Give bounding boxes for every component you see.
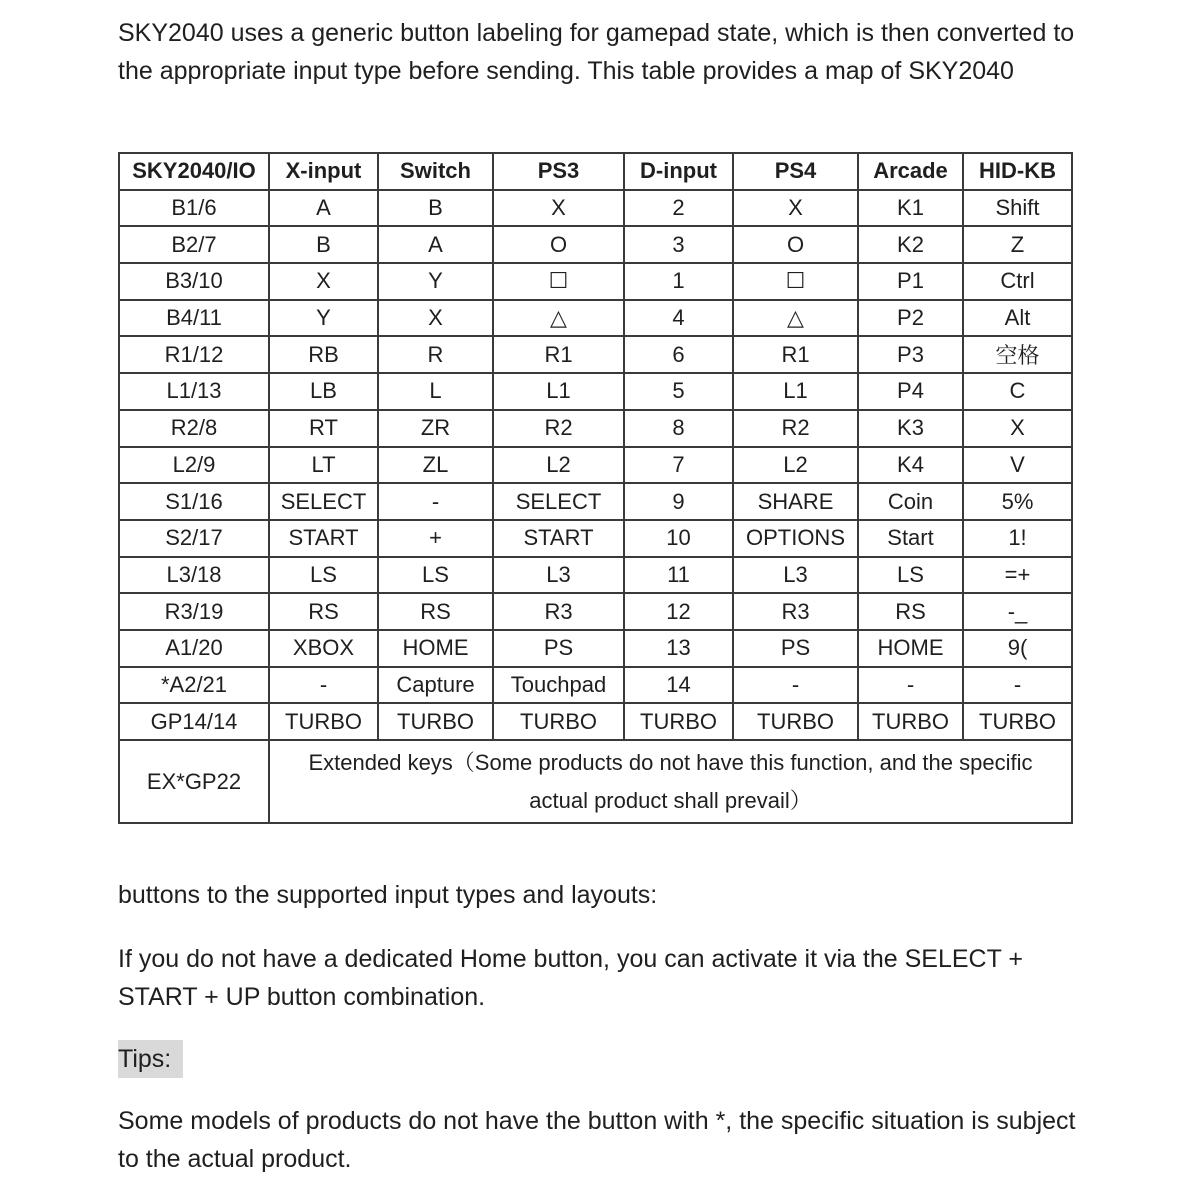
table-cell: R1 bbox=[733, 336, 858, 373]
table-cell: Start bbox=[858, 520, 963, 557]
table-cell: OPTIONS bbox=[733, 520, 858, 557]
column-header: Arcade bbox=[858, 153, 963, 190]
table-cell: LS bbox=[858, 557, 963, 594]
column-header: D-input bbox=[624, 153, 733, 190]
table-cell: V bbox=[963, 447, 1072, 484]
table-cell: RT bbox=[269, 410, 378, 447]
table-row bbox=[119, 336, 1072, 373]
table-cell: TURBO bbox=[963, 703, 1072, 740]
table-cell: 3 bbox=[624, 226, 733, 263]
table-cell: - bbox=[963, 667, 1072, 704]
table-cell: Ctrl bbox=[963, 263, 1072, 300]
table-row bbox=[119, 263, 1072, 300]
table-cell: LS bbox=[269, 557, 378, 594]
tips-label: Tips: bbox=[118, 1040, 183, 1078]
table-cell: START bbox=[269, 520, 378, 557]
table-cell: 9( bbox=[963, 630, 1072, 667]
table-cell: XBOX bbox=[269, 630, 378, 667]
table-cell: START bbox=[493, 520, 624, 557]
table-body bbox=[119, 190, 1072, 823]
table-row bbox=[119, 190, 1072, 227]
table-row bbox=[119, 300, 1072, 337]
table-row bbox=[119, 447, 1072, 484]
table-cell: A1/20 bbox=[119, 630, 269, 667]
table-cell: R3 bbox=[733, 593, 858, 630]
table-cell: P4 bbox=[858, 373, 963, 410]
table-cell: 8 bbox=[624, 410, 733, 447]
table-cell: SHARE bbox=[733, 483, 858, 520]
table-row bbox=[119, 226, 1072, 263]
table-cell: R bbox=[378, 336, 493, 373]
table-cell: RS bbox=[269, 593, 378, 630]
table-cell: Z bbox=[963, 226, 1072, 263]
table-cell: L3 bbox=[493, 557, 624, 594]
table-cell: PS bbox=[493, 630, 624, 667]
table-cell: TURBO bbox=[378, 703, 493, 740]
table-cell: S2/17 bbox=[119, 520, 269, 557]
table-cell: RS bbox=[378, 593, 493, 630]
table-cell: TURBO bbox=[493, 703, 624, 740]
table-cell: A bbox=[269, 190, 378, 227]
column-header: HID-KB bbox=[963, 153, 1072, 190]
table-cell: B4/11 bbox=[119, 300, 269, 337]
table-cell: 6 bbox=[624, 336, 733, 373]
table-cell: L2/9 bbox=[119, 447, 269, 484]
table-cell: TURBO bbox=[269, 703, 378, 740]
table-cell: P2 bbox=[858, 300, 963, 337]
table-cell: GP14/14 bbox=[119, 703, 269, 740]
after-table-text: buttons to the supported input types and layouts: bbox=[118, 881, 658, 909]
table-cell: R3 bbox=[493, 593, 624, 630]
table-cell: - bbox=[858, 667, 963, 704]
table-cell: X bbox=[378, 300, 493, 337]
table-cell: A bbox=[378, 226, 493, 263]
table-cell: 5% bbox=[963, 483, 1072, 520]
table-cell: Y bbox=[378, 263, 493, 300]
table-cell: K4 bbox=[858, 447, 963, 484]
table-cell: ZL bbox=[378, 447, 493, 484]
table-cell: - bbox=[378, 483, 493, 520]
table-cell: P1 bbox=[858, 263, 963, 300]
table-cell: △ bbox=[493, 300, 624, 337]
table-cell: Capture bbox=[378, 667, 493, 704]
table-cell: ZR bbox=[378, 410, 493, 447]
table-cell: + bbox=[378, 520, 493, 557]
table-cell: R1/12 bbox=[119, 336, 269, 373]
table-cell: X bbox=[733, 190, 858, 227]
intro-block bbox=[118, 12, 1078, 90]
table-cell: 11 bbox=[624, 557, 733, 594]
table-cell: PS bbox=[733, 630, 858, 667]
table-cell: LT bbox=[269, 447, 378, 484]
table-cell: L3 bbox=[733, 557, 858, 594]
table-cell: 7 bbox=[624, 447, 733, 484]
table-cell: 空格 bbox=[963, 336, 1072, 373]
table-row bbox=[119, 483, 1072, 520]
table-cell: K3 bbox=[858, 410, 963, 447]
table-cell: Touchpad bbox=[493, 667, 624, 704]
table-cell: R2/8 bbox=[119, 410, 269, 447]
table-cell: TURBO bbox=[624, 703, 733, 740]
table-cell: -_ bbox=[963, 593, 1072, 630]
table-cell: Coin bbox=[858, 483, 963, 520]
column-header: SKY2040/IO bbox=[119, 153, 269, 190]
table-cell: HOME bbox=[858, 630, 963, 667]
home-note: If you do not have a dedicated Home button, you can activate it via the SELECT + START + UP button combination. bbox=[118, 945, 1023, 1011]
extended-keys-row bbox=[119, 740, 1072, 823]
table-cell: Shift bbox=[963, 190, 1072, 227]
column-header: Switch bbox=[378, 153, 493, 190]
table-cell: 4 bbox=[624, 300, 733, 337]
table-cell: *A2/21 bbox=[119, 667, 269, 704]
button-map-table bbox=[118, 152, 1073, 824]
table-cell: X bbox=[963, 410, 1072, 447]
table-cell: L1/13 bbox=[119, 373, 269, 410]
table-cell: X bbox=[493, 190, 624, 227]
table-cell: LB bbox=[269, 373, 378, 410]
table-cell: 1 bbox=[624, 263, 733, 300]
table-cell: RS bbox=[858, 593, 963, 630]
table-cell: =+ bbox=[963, 557, 1072, 594]
table-cell: B bbox=[269, 226, 378, 263]
table-cell: B1/6 bbox=[119, 190, 269, 227]
column-header: PS3 bbox=[493, 153, 624, 190]
table-cell: RB bbox=[269, 336, 378, 373]
table-cell: SELECT bbox=[493, 483, 624, 520]
column-header: PS4 bbox=[733, 153, 858, 190]
table-cell: O bbox=[733, 226, 858, 263]
column-header: X-input bbox=[269, 153, 378, 190]
table-cell: 12 bbox=[624, 593, 733, 630]
table-cell: L2 bbox=[493, 447, 624, 484]
table-row bbox=[119, 373, 1072, 410]
table-cell: - bbox=[733, 667, 858, 704]
extended-keys-description: Extended keys（Some products do not have this function, and the specific actual product shall prevail） bbox=[269, 740, 1072, 823]
table-cell: L2 bbox=[733, 447, 858, 484]
table-cell: B2/7 bbox=[119, 226, 269, 263]
table-cell: 2 bbox=[624, 190, 733, 227]
table-cell: R2 bbox=[493, 410, 624, 447]
table-cell: R3/19 bbox=[119, 593, 269, 630]
table-row bbox=[119, 703, 1072, 740]
table-cell: L bbox=[378, 373, 493, 410]
table-cell: L1 bbox=[733, 373, 858, 410]
table-cell: X bbox=[269, 263, 378, 300]
table-cell: P3 bbox=[858, 336, 963, 373]
table-row bbox=[119, 520, 1072, 557]
table-cell: - bbox=[269, 667, 378, 704]
table-cell: 14 bbox=[624, 667, 733, 704]
table-cell: 13 bbox=[624, 630, 733, 667]
table-cell: 1! bbox=[963, 520, 1072, 557]
table-row bbox=[119, 630, 1072, 667]
table-cell: L3/18 bbox=[119, 557, 269, 594]
table-cell: TURBO bbox=[733, 703, 858, 740]
table-cell: 10 bbox=[624, 520, 733, 557]
table-cell: ☐ bbox=[493, 263, 624, 300]
table-cell: K2 bbox=[858, 226, 963, 263]
tips-text: Some models of products do not have the button with *, the specific situation is subject to the actual product. bbox=[118, 1107, 1076, 1173]
table-cell: 9 bbox=[624, 483, 733, 520]
table-cell: ☐ bbox=[733, 263, 858, 300]
table-cell: B bbox=[378, 190, 493, 227]
table-header-row bbox=[119, 153, 1072, 190]
table-cell: L1 bbox=[493, 373, 624, 410]
table-row bbox=[119, 667, 1072, 704]
intro-paragraph: SKY2040 uses a generic button labeling for gamepad state, which is then converted to the appropriate input type before sending. This table provides a map of SKY2040 bbox=[118, 19, 1075, 85]
table-cell: HOME bbox=[378, 630, 493, 667]
table-cell: TURBO bbox=[858, 703, 963, 740]
table-cell: Alt bbox=[963, 300, 1072, 337]
table-cell: R2 bbox=[733, 410, 858, 447]
table-row bbox=[119, 410, 1072, 447]
table-cell: K1 bbox=[858, 190, 963, 227]
table-cell: C bbox=[963, 373, 1072, 410]
table-cell: △ bbox=[733, 300, 858, 337]
table-row bbox=[119, 557, 1072, 594]
table-cell: O bbox=[493, 226, 624, 263]
table-cell: S1/16 bbox=[119, 483, 269, 520]
table-cell: Y bbox=[269, 300, 378, 337]
table-cell: B3/10 bbox=[119, 263, 269, 300]
table-cell: SELECT bbox=[269, 483, 378, 520]
table-row bbox=[119, 593, 1072, 630]
table-cell: R1 bbox=[493, 336, 624, 373]
extended-keys-label: EX*GP22 bbox=[119, 740, 269, 823]
table-cell: LS bbox=[378, 557, 493, 594]
table-cell: 5 bbox=[624, 373, 733, 410]
